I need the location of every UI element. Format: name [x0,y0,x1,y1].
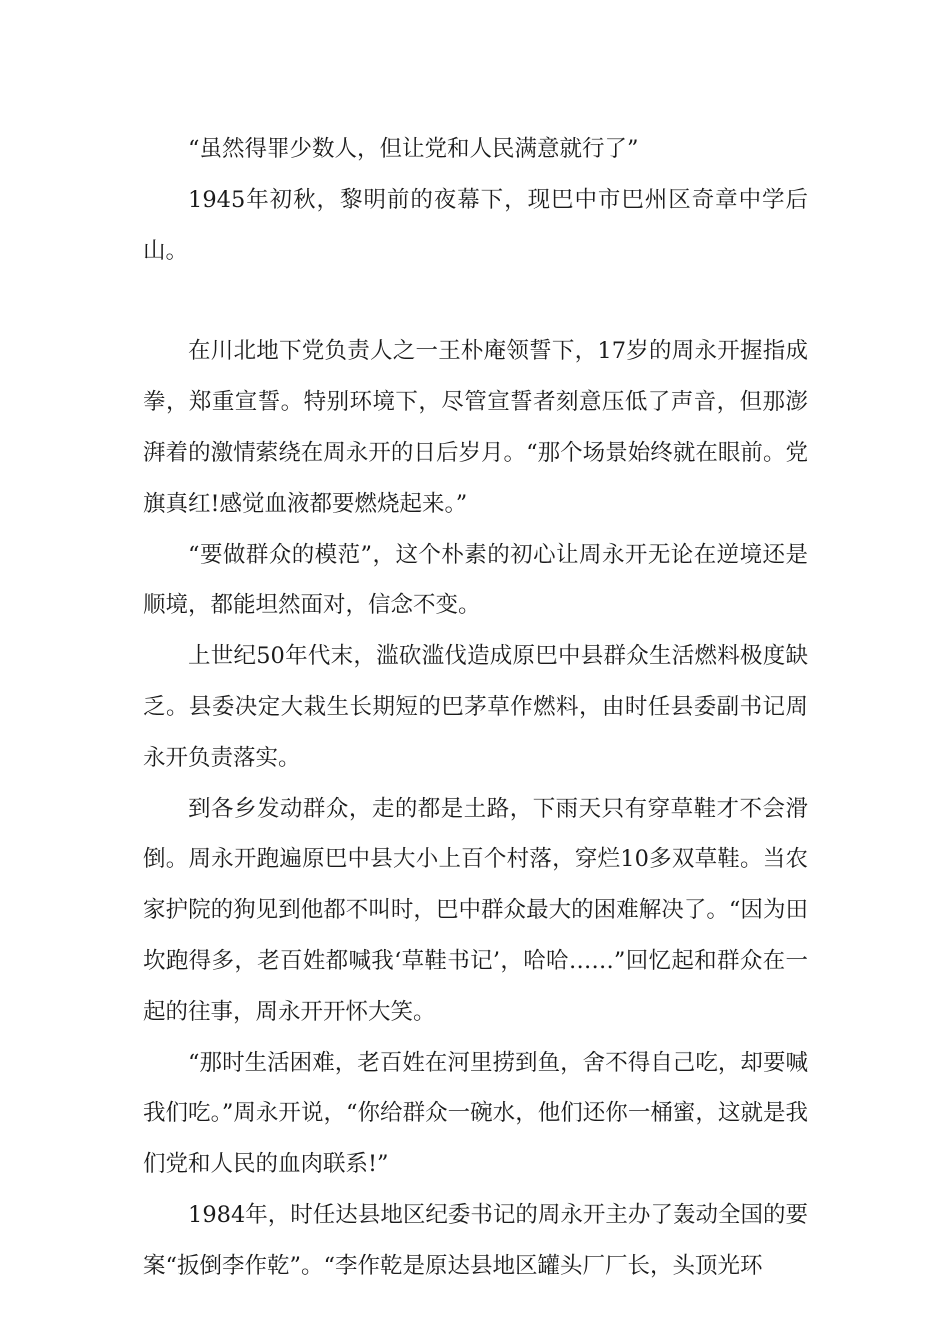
paragraph-5: 到各乡发动群众，走的都是土路，下雨天只有穿草鞋才不会滑倒。周永开跑遍原巴中县大小上百个村落，穿烂10多双草鞋。当农家护院的狗见到他都不叫时，巴中群众最大的困难解决了。“因为田坎跑得多，老百姓都喊我‘草鞋书记’，哈哈……”回忆起和群众在一起的往事，周永开开怀大笑。 [143,795,808,1025]
article-body [143,124,808,1292]
paragraph-2: 在川北地下党负责人之一王朴庵领誓下，17岁的周永开握指成拳，郑重宣誓。特别环境下，尽管宣誓者刻意压低了声音，但那澎湃着的激情萦绕在周永开的日后岁月。“那个场景始终就在眼前。党旗真红!感觉血液都要燃烧起来。” [143,338,808,517]
paragraph-1: 1945年初秋，黎明前的夜幕下，现巴中市巴州区奇章中学后山。 [143,186,808,264]
paragraph-3: “要做群众的模范”，这个朴素的初心让周永开无论在逆境还是顺境，都能坦然面对，信念不变。 [143,541,808,619]
paragraph-7: 1984年，时任达县地区纪委书记的周永开主办了轰动全国的要案“扳倒李作乾”。“李作乾是原达县地区罐头厂厂长，头顶光环 [143,1201,808,1279]
paragraph-4: 上世纪50年代末，滥砍滥伐造成原巴中县群众生活燃料极度缺乏。县委决定大栽生长期短的巴茅草作燃料，由时任县委副书记周永开负责落实。 [143,643,808,771]
article-subheading: “虽然得罪少数人，但让党和人民满意就行了” [188,136,639,162]
paragraph-6: “那时生活困难，老百姓在河里捞到鱼，舍不得自己吃，却要喊我们吃。”周永开说，“你给群众一碗水，他们还你一桶蜜，这就是我们党和人民的血肉联系!” [143,1049,808,1178]
